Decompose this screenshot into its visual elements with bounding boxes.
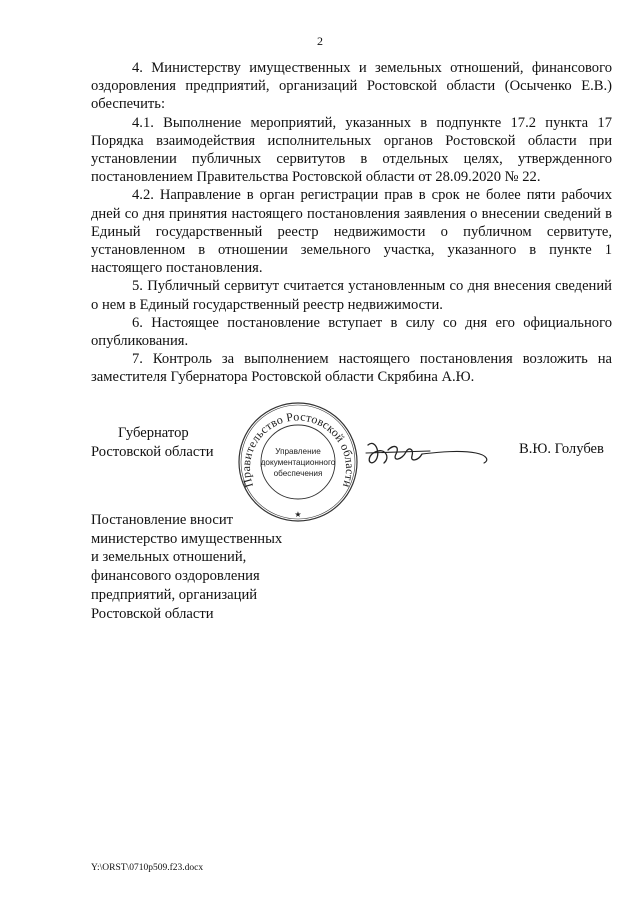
signatory-name: В.Ю. Голубев bbox=[519, 441, 604, 457]
paragraph-4: 4. Министерству имущественных и земельных отношений, финансового оздоровления предприятий, организаций Ростовской области (Осыченко Е.В.) обеспечить: bbox=[91, 60, 612, 113]
seal-center-line-3: обеспечения bbox=[273, 469, 323, 478]
seal-center-line-1: Управление bbox=[275, 447, 321, 456]
submitter-note-line-1: Постановление вносит bbox=[91, 512, 234, 528]
signatory-title-line-2: Ростовской области bbox=[91, 444, 214, 460]
page-number: 2 bbox=[317, 34, 323, 48]
submitter-note-line-2: министерство имущественных bbox=[91, 530, 283, 547]
submitter-note bbox=[91, 511, 282, 623]
seal-ring-text: Правительство Ростовской области bbox=[238, 409, 358, 490]
submitter-note-line-4: финансового оздоровления bbox=[91, 568, 260, 585]
submitter-note-line-3: и земельных отношений, bbox=[91, 549, 247, 566]
seal-center-line-2: документационного bbox=[260, 458, 336, 467]
submitter-note-line-6: Ростовской области bbox=[91, 605, 214, 622]
signatory-title-line-1: Губернатор bbox=[118, 425, 189, 441]
paragraph-4-2: 4.2. Направление в орган регистрации прав в срок не более пяти рабочих дней со дня принятия настоящего постановления заявления о внесении сведений в Единый государственный реестр недвижимости о публичном сервитуте, установленном в отношении земельного участка, указанного в пункте 1 настоящего постановления. bbox=[91, 187, 612, 277]
official-seal bbox=[236, 400, 360, 524]
paragraph-5: 5. Публичный сервитут считается установленным со дня внесения сведений о нем в Единый государственный реестр недвижимости. bbox=[91, 278, 612, 313]
seal-star-icon: ★ bbox=[294, 510, 302, 519]
paragraph-6: 6. Настоящее постановление вступает в силу со дня его официального опубликования. bbox=[91, 314, 612, 350]
signatory-title bbox=[91, 424, 214, 462]
handwritten-signature bbox=[362, 436, 494, 470]
submitter-note-line-5: предприятий, организаций bbox=[91, 586, 258, 603]
resolution-body bbox=[91, 59, 612, 387]
paragraph-4-1: 4.1. Выполнение мероприятий, указанных в подпункте 17.2 пункта 17 Порядка взаимодействия исполнительных органов Ростовской области при установлении публичных сервитутов в отдельных целях, утвержденного постановлением Правительства Ростовской области от 28.09.2020 № 22. bbox=[91, 114, 612, 186]
footer-file-path: Y:\ORST\0710p509.f23.docx bbox=[91, 863, 204, 873]
paragraph-7: 7. Контроль за выполнением настоящего постановления возложить на заместителя Губернатора Ростовской области Скрябина А.Ю. bbox=[91, 351, 612, 386]
